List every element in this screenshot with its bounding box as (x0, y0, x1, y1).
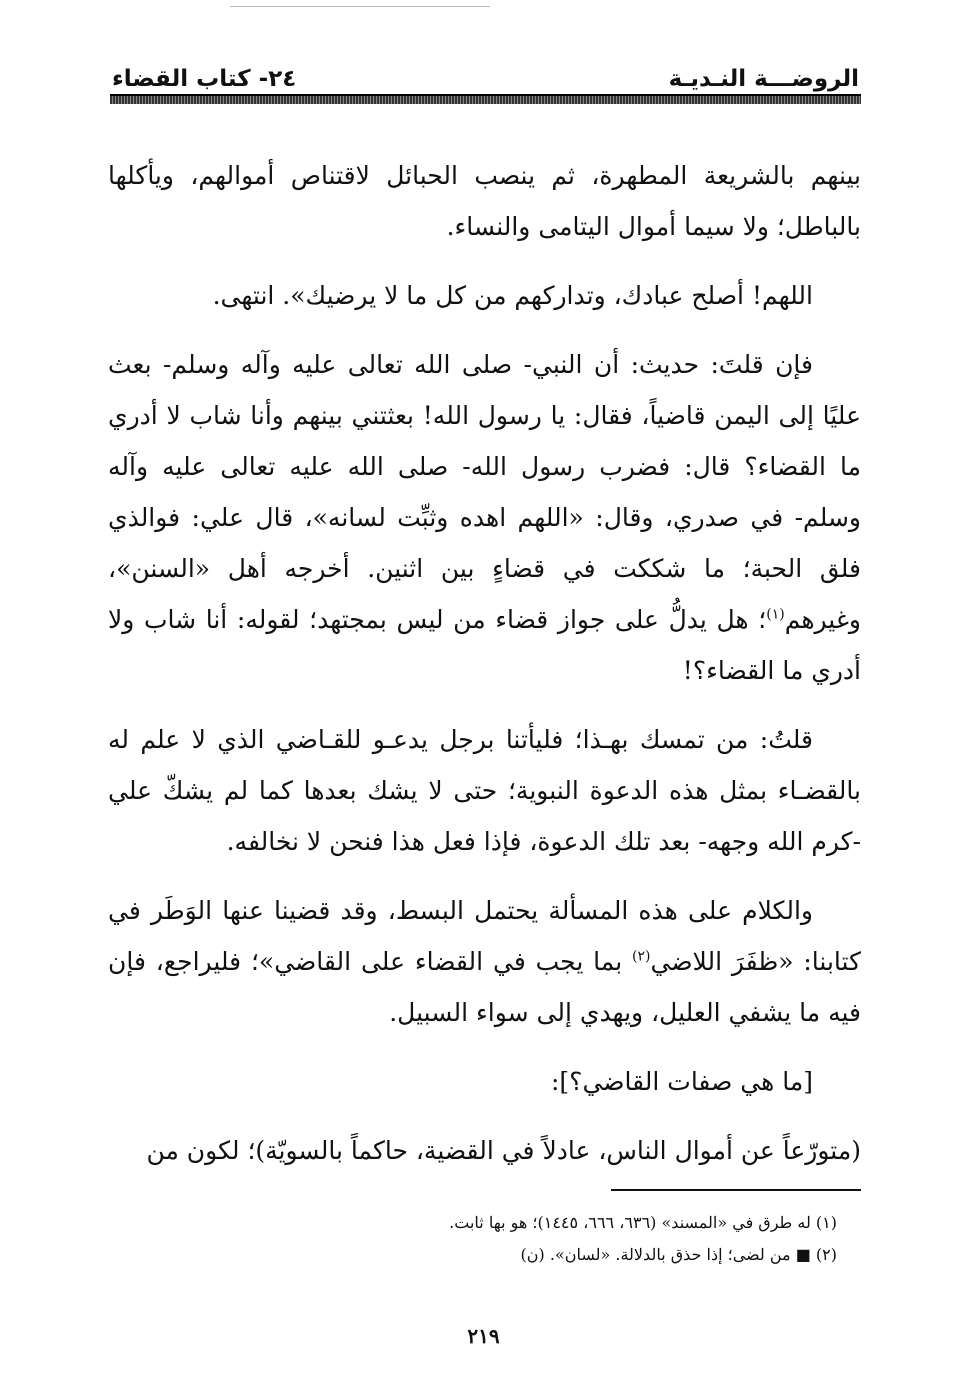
paragraph-text: (متورّعاً عن أموال الناس، عادلاً في القضية، حاكماً بالسويّة)؛ لكون من (146, 1136, 861, 1165)
page-number: ٢١٩ (467, 1324, 500, 1348)
footnote-ref: (١) (766, 606, 785, 623)
footnote-ref: (٢) (632, 948, 651, 965)
footnote: (٢) ■ من لضى؛ إذا حذق بالدلالة. «لسان». (ن) (520, 1245, 837, 1264)
paragraph (108, 714, 861, 867)
header-rule (110, 94, 861, 104)
paragraph (108, 270, 861, 321)
paragraph-text: والكلام على هذه المسألة يحتمل البسط، وقد قضينا عنها الوَطَر في كتابنا: «ظفَرَ اللاضي (108, 896, 861, 976)
book-title: الروضـــة النـديـة (668, 66, 859, 92)
paragraph (108, 150, 861, 252)
top-edge-rule (230, 6, 490, 7)
main-text (108, 150, 861, 1194)
footnote-separator (611, 1189, 861, 1191)
paragraph (108, 339, 861, 696)
heading-text: [ما هي صفات القاضي؟]: (551, 1067, 813, 1096)
running-header (112, 58, 859, 92)
footnotes (300, 1207, 837, 1271)
paragraph (108, 1125, 861, 1176)
paragraph-text: ؛ هل يدلُّ على جواز قضاء من ليس بمجتهد؛ لقوله: أنا شاب ولا أدري ما القضاء؟! (108, 605, 861, 685)
paragraph-text: قلتُ: من تمسك بهـذا؛ فليأتنا برجل يدعـو للقـاضي الذي لا علم له بالقضـاء بمثل هذه الدعوة النبوية؛ حتى لا يشك بعدها كما لم يشكّ علي -كرم الله وجهه- بعد تلك الدعوة، فإذا فعل هذا فنحن لا نخالفه. (108, 725, 861, 856)
paragraph-text: بينهم بالشريعة المطهرة، ثم ينصب الحبائل لاقتناص أموالهم، ويأكلها بالباطل؛ ولا سيما أموال اليتامى والنساء. (108, 161, 861, 241)
footnote: (١) له طرق في «المسند» (٦٣٦، ٦٦٦، ١٤٤٥)؛ هو بها ثابت. (449, 1213, 837, 1232)
paragraph-text: فإن قلتَ: حديث: أن النبي- صلى الله تعالى عليه وآله وسلم- بعث عليًا إلى اليمن قاضياً، فقال: يا رسول الله! بعثتني بينهم وأنا شاب لا أدري ما القضاء؟ قال: فضرب رسول الله- صلى الله عليه تعالى عليه وآله وسلم- في صدري، وقال: «اللهم اهده وثبِّت لسانه»، قال علي: فوالذي فلق الحبة؛ ما شككت في قضاءٍ بين اثنين. أخرجه أهل «السنن»، وغيرهم (108, 350, 861, 634)
paragraph-text: بما يجب في القضاء على القاضي»؛ فليراجع، فإن فيه ما يشفي العليل، ويهدي إلى سواء السبيل. (108, 947, 861, 1027)
paragraph (108, 885, 861, 1038)
chapter-title: ٢٤- كتاب القضاء (112, 66, 297, 92)
section-heading (108, 1056, 861, 1107)
paragraph-text: اللهم! أصلح عبادك، وتداركهم من كل ما لا يرضيك». انتهى. (212, 281, 813, 310)
